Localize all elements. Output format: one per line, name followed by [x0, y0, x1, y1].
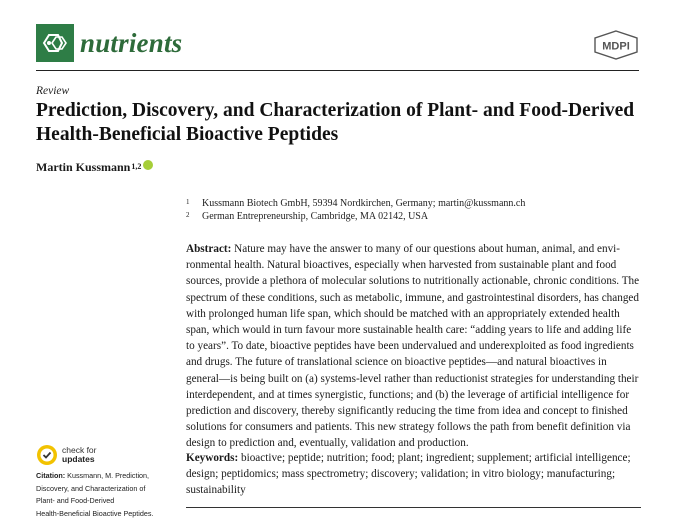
author-name: Martin Kussmann	[36, 160, 131, 174]
citation-line: Discovery, and Characterization of	[36, 483, 146, 493]
citation-line: Health-Beneficial Bioactive Peptides.	[36, 508, 154, 518]
check-updates-icon	[36, 444, 58, 466]
abstract-line: sources, provide a plethora of molecular solutions to nutritionally actionable, chronic conditions. The	[186, 275, 640, 288]
check-for-updates-button[interactable]	[36, 444, 97, 466]
author-affiliation-marks: 1,2	[131, 162, 142, 171]
check-updates-line1: check for	[62, 445, 97, 455]
keywords-label: Keywords:	[186, 452, 239, 464]
abstract-label: Abstract:	[186, 243, 232, 255]
article-type: Review	[36, 85, 70, 97]
abstract-line: interdependent, and at times synergistic, functions; and (b) the leverage of artificial intelligence for	[186, 388, 630, 401]
keywords-line: Keywords: bioactive; peptide; nutrition; food; plant; ingredient; supplement; artificial intelligence;	[186, 452, 631, 464]
keywords-line: sustainability	[186, 484, 246, 497]
citation-label: Citation:	[36, 471, 66, 480]
journal-name: nutrients	[80, 27, 183, 58]
journal-logo[interactable]	[36, 24, 182, 62]
abstract-line: span, which would in turn favour more sustainable health care: “adding years to life and adding life	[186, 324, 632, 337]
abstract-line: prediction and discovery, thereby significantly reducing the time from idea and concept to finished	[186, 405, 628, 418]
abstract-line: general—is being built on (a) systems-level rather than reductionist strategies for understanding their	[186, 372, 639, 385]
citation-line: Plant- and Food-Derived	[36, 496, 115, 505]
check-updates-line2: updates	[62, 454, 95, 464]
affiliation-number: 2	[186, 211, 190, 219]
nutrients-logo-icon	[36, 24, 74, 62]
keywords-line: design; peptidomics; mass spectrometry; discovery; validation; in vitro biology; manufacturing;	[186, 468, 616, 481]
affiliation-text: Kussmann Biotech GmbH, 59394 Nordkirchen, Germany; martin@kussmann.ch	[202, 198, 526, 209]
affiliation-number: 1	[186, 198, 190, 206]
abstract-line: solutions for consumers and patients. This new strategy follows the path from benefit definition via	[186, 421, 631, 434]
affiliation-2	[186, 211, 428, 222]
footer-divider	[186, 507, 641, 508]
article-title: Prediction, Discovery, and Characterization of Plant- and Food-Derived Health-Beneficial Bioactive Peptides	[36, 100, 635, 145]
header-divider	[36, 70, 639, 71]
keywords	[186, 450, 641, 499]
abstract-line: design to prediction and, eventually, validation and production.	[186, 437, 469, 450]
abstract-line: to years”. To date, bioactive peptides have been undervalued and underexploited as food ingredients	[186, 340, 634, 353]
affiliation-text: German Entrepreneurship, Cambridge, MA 02142, USA	[202, 211, 429, 222]
orcid-icon[interactable]	[143, 160, 153, 170]
mdpi-logo[interactable]	[593, 30, 639, 65]
abstract-line: Abstract: Nature may have the answer to many of our questions about human, animal, and envi-	[186, 243, 621, 255]
abstract-line: with prolonged human life span, which should be matched with an appropriately extended health	[186, 307, 620, 320]
citation-line: Citation: Kussmann, M. Prediction,	[36, 471, 150, 480]
abstract	[186, 241, 641, 452]
citation-block	[36, 470, 176, 520]
abstract-line: ronmental health. Natural bioactives, especially when harvested from sustainable plant and food	[186, 259, 617, 272]
author-line	[36, 160, 153, 175]
abstract-line: spectrum of these conditions, such as metabolic, immune, and gastrointestinal disorders, has changed	[186, 291, 639, 304]
abstract-line: and drugs. The future of translational science on bioactive peptides—and natural bioactives in	[186, 356, 607, 369]
publisher-name: MDPI	[602, 40, 630, 53]
affiliation-1	[186, 198, 525, 209]
